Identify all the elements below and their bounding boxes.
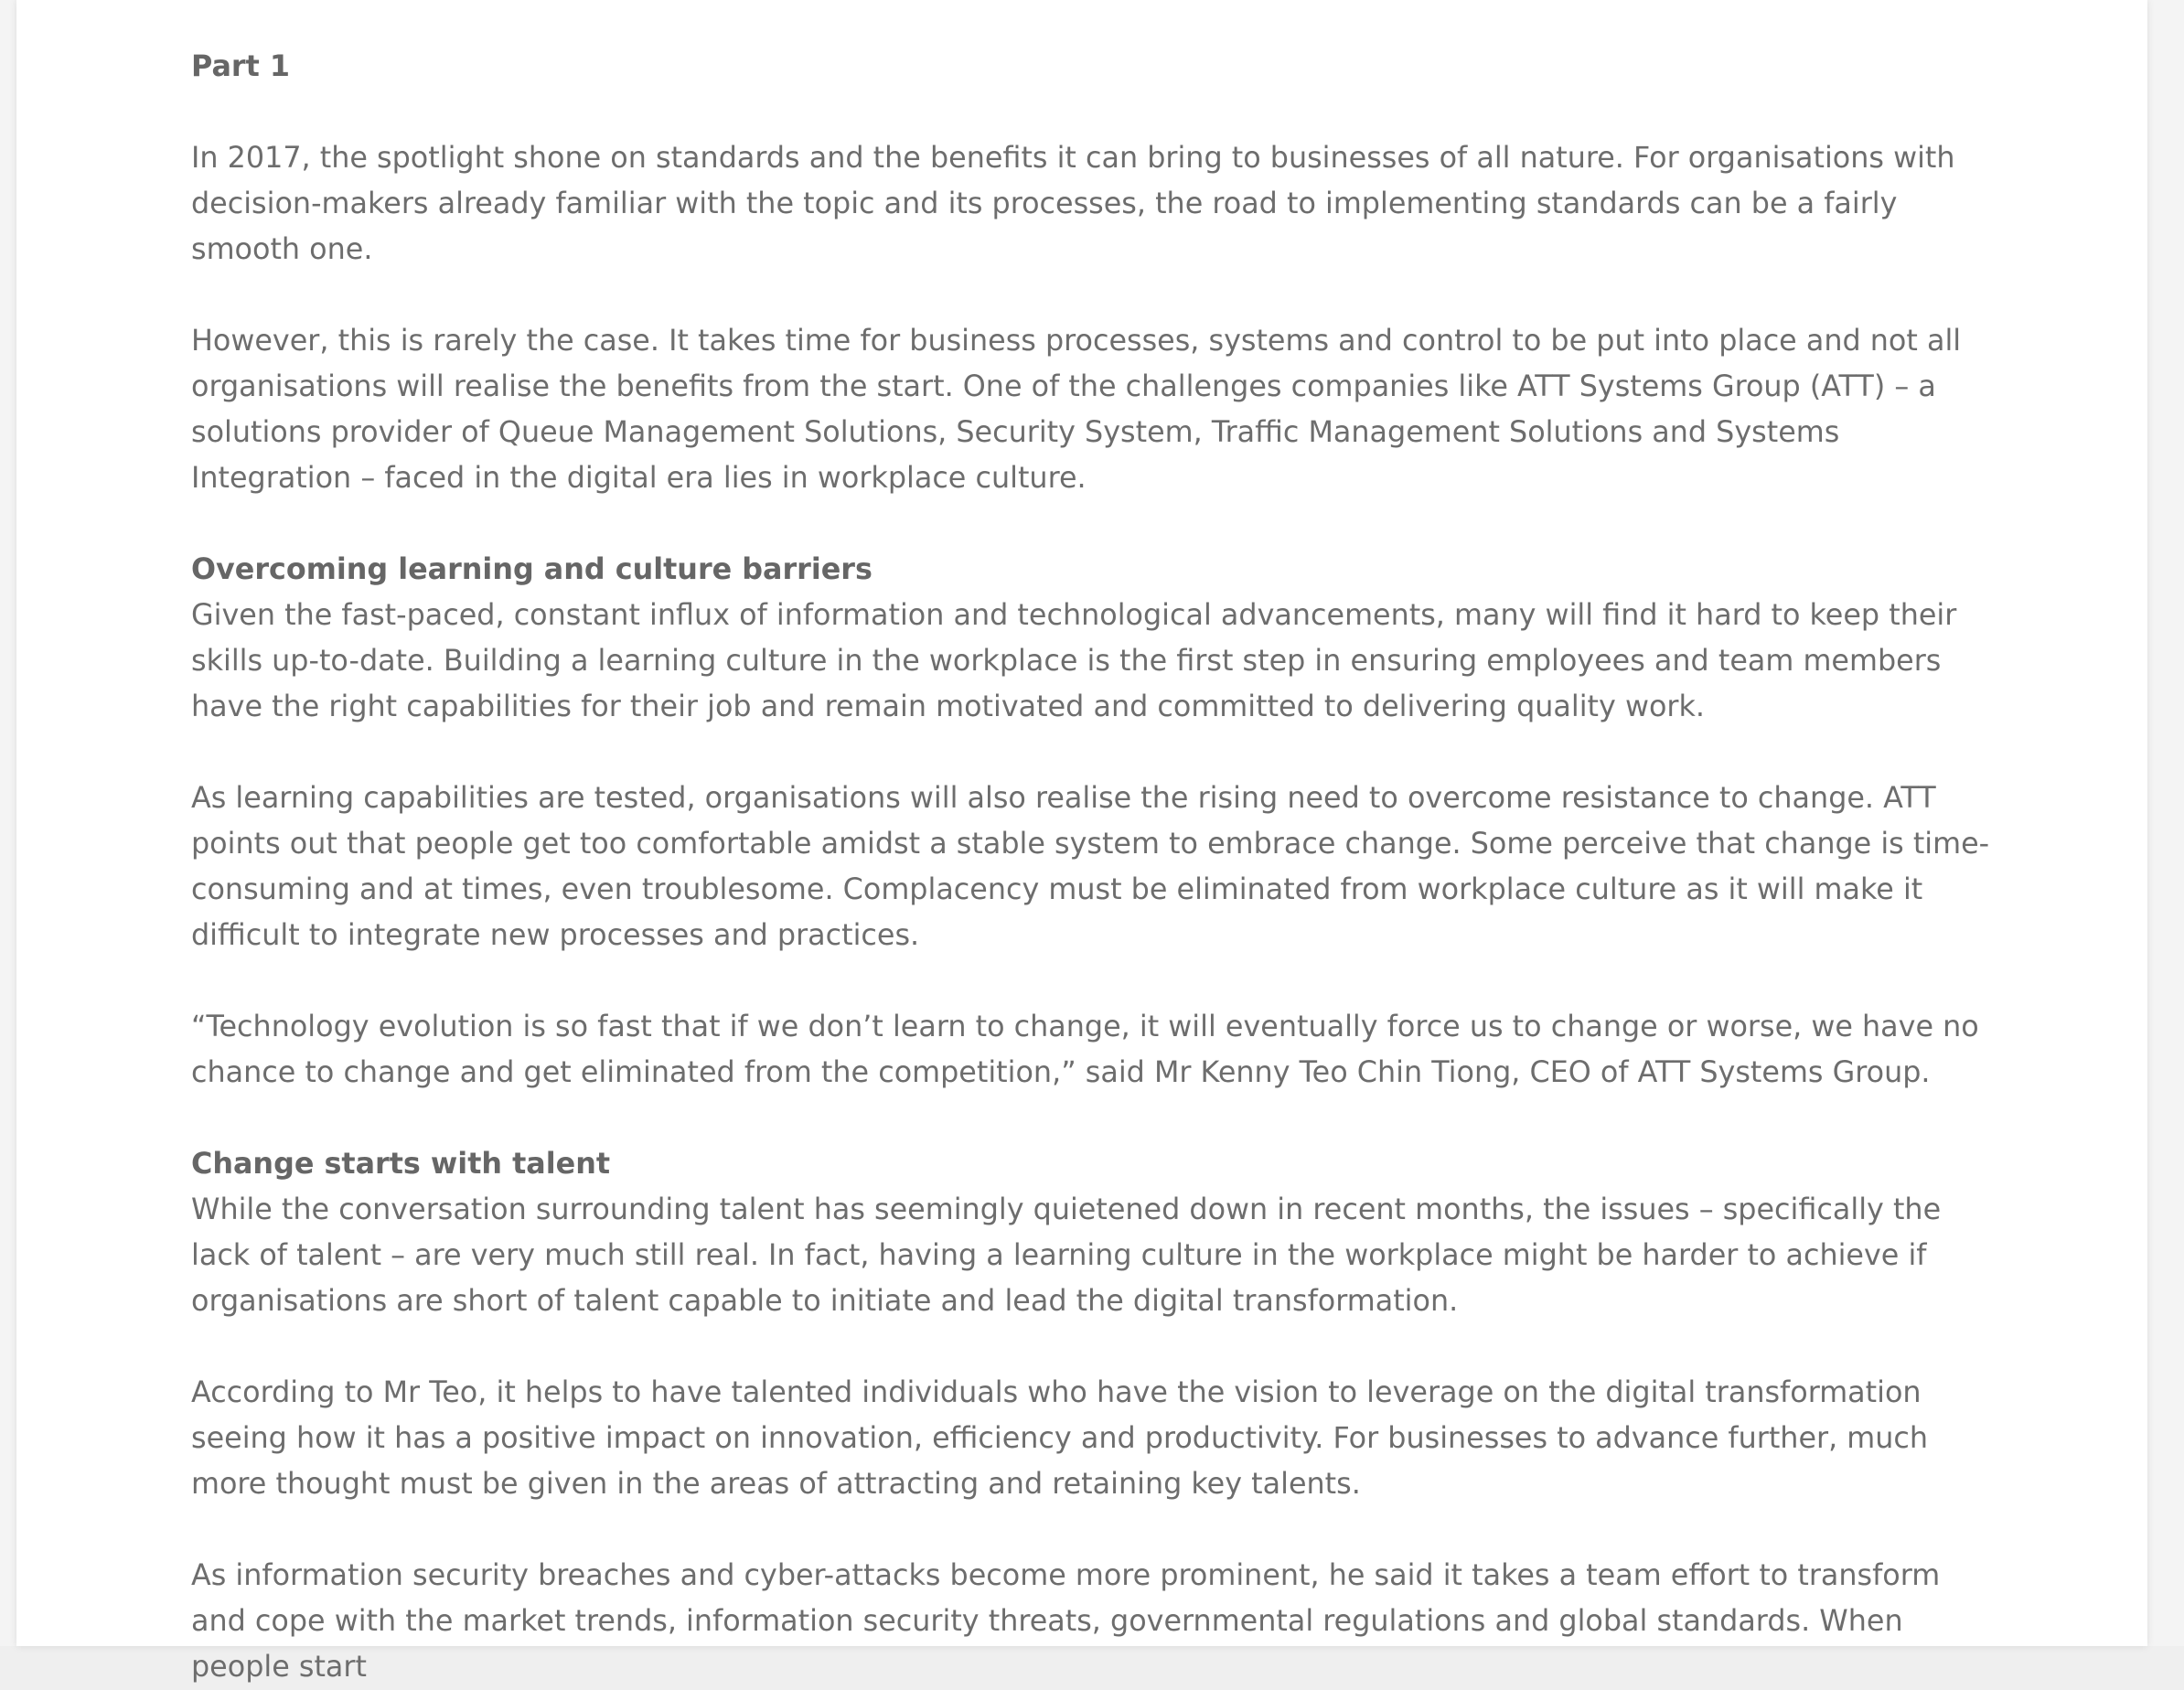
article-paragraph-2: However, this is rarely the case. It takes time for business processes, systems and control to be put into place and not all organisations will realise the benefits from the start. One of the challenges companies like ATT Systems Group (ATT) – a solutions provider of Queue Management Solutions, Security System, Traffic Management Solutions and Systems Integration – faced in the digital era lies in workplace culture. bbox=[191, 324, 1962, 495]
article-paragraph-6: According to Mr Teo, it helps to have talented individuals who have the vision to leverage on the digital transformation seeing how it has a positive impact on innovation, efficiency and productivity. For businesses to advance further, much more thought must be given in the areas of attracting and retaining key talents. bbox=[191, 1375, 1929, 1501]
section-heading-talent: Change starts with talent bbox=[191, 1147, 611, 1181]
article-quote-paragraph: “Technology evolution is so fast that if we don’t learn to change, it will eventually force us to change or worse, we have no chance to change and get eliminated from the competition,” said Mr Kenny Teo Chin Tiong, CEO of ATT Systems Group. bbox=[191, 1010, 1979, 1089]
part-heading: Part 1 bbox=[191, 49, 290, 83]
article-paragraph-1: In 2017, the spotlight shone on standards and the benefits it can bring to businesses of all nature. For organisations with decision-makers already familiar with the topic and its processes, the road to implementing standards can be a fairly smooth one. bbox=[191, 141, 1955, 266]
article-paragraph-5: While the conversation surrounding talent has seemingly quietened down in recent months, the issues – specifically the lack of talent – are very much still real. In fact, having a learning culture in the workplace might be harder to achieve if organisations are short of talent capable to initiate and lead the digital transformation. bbox=[191, 1193, 1942, 1318]
article-paragraph-7: As information security breaches and cyber-attacks become more prominent, he said it takes a team effort to transform and cope with the market trends, information security threats, governmental regulations and global standards. When people start bbox=[191, 1558, 1941, 1684]
article-paragraph-3: Given the fast-paced, constant influx of information and technological advancements, many will find it hard to keep their skills up-to-date. Building a learning culture in the workplace is the first step in ensuring employees and team members have the right capabilities for their job and remain motivated and committed to delivering quality work. bbox=[191, 598, 1957, 723]
article-paragraph-4: As learning capabilities are tested, organisations will also realise the rising need to overcome resistance to change. ATT points out that people get too comfortable amidst a stable system to embrace change. Some perceive that change is time-consuming and at times, even troublesome. Complacency must be eliminated from workplace culture as it will make it difficult to integrate new processes and practices. bbox=[191, 781, 1990, 952]
section-heading-learning-culture: Overcoming learning and culture barriers bbox=[191, 552, 873, 586]
article-card bbox=[16, 0, 2147, 1684]
